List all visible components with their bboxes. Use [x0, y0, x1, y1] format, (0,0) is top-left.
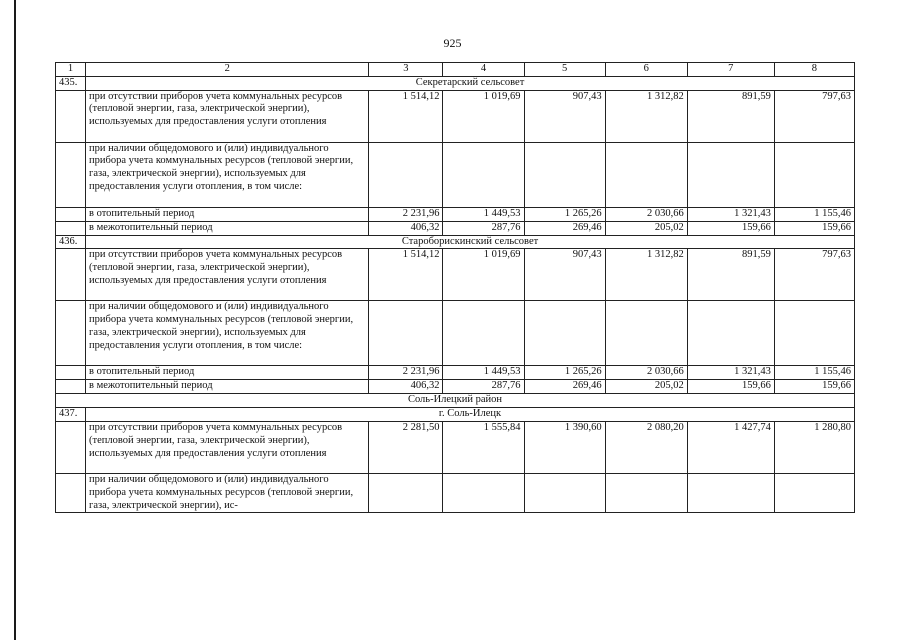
table-row [56, 249, 855, 301]
section-row [56, 408, 855, 422]
value-cell: 159,66 [774, 380, 854, 394]
district-row [56, 394, 855, 408]
section-row [56, 76, 855, 90]
section-title: Секретарский сельсовет [86, 76, 855, 90]
column-header: 7 [687, 63, 774, 77]
row-label: при отсутствии приборов учета коммунальных ресурсов (тепловой энергии, газа, электрической энергии), используемых для предоставления услуги отопления [86, 90, 369, 142]
value-cell: 1 390,60 [524, 421, 605, 473]
empty-cell [687, 301, 774, 366]
value-cell: 2 231,96 [369, 207, 443, 221]
column-header: 6 [605, 63, 687, 77]
value-cell: 287,76 [443, 380, 524, 394]
row-label: при наличии общедомового и (или) индивидуального прибора учета коммунальных ресурсов (тепловой энергии, газа, электрической энергии), ис- [86, 473, 369, 512]
column-header: 5 [524, 63, 605, 77]
row-label: в межотопительный период [86, 380, 369, 394]
value-cell: 1 321,43 [687, 207, 774, 221]
empty-cell [56, 380, 86, 394]
value-cell: 269,46 [524, 221, 605, 235]
empty-cell [443, 301, 524, 366]
row-label: при наличии общедомового и (или) индивидуального прибора учета коммунальных ресурсов (тепловой энергии, газа, электрической энергии), используемых для предоставления услуги отопления, в том числе: [86, 142, 369, 207]
binding-edge-line [14, 0, 16, 640]
value-cell: 1 449,53 [443, 207, 524, 221]
row-label: в межотопительный период [86, 221, 369, 235]
row-number: 436. [56, 235, 86, 249]
value-cell: 2 080,20 [605, 421, 687, 473]
value-cell: 1 312,82 [605, 249, 687, 301]
empty-cell [524, 301, 605, 366]
row-number: 437. [56, 408, 86, 422]
empty-cell [524, 142, 605, 207]
empty-cell [774, 301, 854, 366]
value-cell: 1 280,80 [774, 421, 854, 473]
value-cell: 891,59 [687, 90, 774, 142]
value-cell: 2 281,50 [369, 421, 443, 473]
empty-cell [56, 249, 86, 301]
value-cell: 1 514,12 [369, 90, 443, 142]
value-cell: 1 019,69 [443, 249, 524, 301]
empty-cell [605, 142, 687, 207]
column-header: 1 [56, 63, 86, 77]
empty-cell [56, 473, 86, 512]
empty-cell [369, 142, 443, 207]
value-cell: 797,63 [774, 249, 854, 301]
value-cell: 907,43 [524, 249, 605, 301]
table-row [56, 473, 855, 512]
district-title: Соль-Илецкий район [56, 394, 855, 408]
value-cell: 2 030,66 [605, 207, 687, 221]
column-header: 8 [774, 63, 854, 77]
value-cell: 205,02 [605, 221, 687, 235]
row-label: при отсутствии приборов учета коммунальных ресурсов (тепловой энергии, газа, электрической энергии), используемых для предоставления услуги отопления [86, 249, 369, 301]
value-cell: 797,63 [774, 90, 854, 142]
value-cell: 1 449,53 [443, 366, 524, 380]
row-label: при наличии общедомового и (или) индивидуального прибора учета коммунальных ресурсов (тепловой энергии, газа, электрической энергии), используемых для предоставления услуги отопления, в том числе: [86, 301, 369, 366]
empty-cell [56, 221, 86, 235]
value-cell: 269,46 [524, 380, 605, 394]
empty-cell [56, 421, 86, 473]
value-cell: 1 321,43 [687, 366, 774, 380]
empty-cell [443, 473, 524, 512]
section-row [56, 235, 855, 249]
section-title: г. Соль-Илецк [86, 408, 855, 422]
value-cell: 406,32 [369, 221, 443, 235]
row-label: в отопительный период [86, 207, 369, 221]
table-row [56, 90, 855, 142]
value-cell: 1 514,12 [369, 249, 443, 301]
value-cell: 1 155,46 [774, 366, 854, 380]
row-number: 435. [56, 76, 86, 90]
value-cell: 907,43 [524, 90, 605, 142]
column-header: 4 [443, 63, 524, 77]
value-cell: 891,59 [687, 249, 774, 301]
value-cell: 205,02 [605, 380, 687, 394]
value-cell: 406,32 [369, 380, 443, 394]
empty-cell [605, 301, 687, 366]
column-header: 2 [86, 63, 369, 77]
value-cell: 1 265,26 [524, 207, 605, 221]
empty-cell [369, 473, 443, 512]
table-row [56, 421, 855, 473]
table-row [56, 301, 855, 366]
row-label: в отопительный период [86, 366, 369, 380]
empty-cell [687, 142, 774, 207]
tariff-table [55, 62, 855, 513]
empty-cell [56, 207, 86, 221]
empty-cell [369, 301, 443, 366]
empty-cell [56, 90, 86, 142]
value-cell: 2 030,66 [605, 366, 687, 380]
table-row [56, 207, 855, 221]
empty-cell [56, 366, 86, 380]
column-header-row [56, 63, 855, 77]
empty-cell [56, 142, 86, 207]
page-number: 925 [443, 36, 462, 50]
value-cell: 287,76 [443, 221, 524, 235]
value-cell: 1 155,46 [774, 207, 854, 221]
table-row [56, 221, 855, 235]
row-label: при отсутствии приборов учета коммунальных ресурсов (тепловой энергии, газа, электрической энергии), используемых для предоставления услуги отопления [86, 421, 369, 473]
empty-cell [774, 142, 854, 207]
table-row [56, 380, 855, 394]
column-header: 3 [369, 63, 443, 77]
value-cell: 159,66 [774, 221, 854, 235]
value-cell: 159,66 [687, 221, 774, 235]
value-cell: 2 231,96 [369, 366, 443, 380]
empty-cell [605, 473, 687, 512]
value-cell: 1 427,74 [687, 421, 774, 473]
value-cell: 159,66 [687, 380, 774, 394]
value-cell: 1 019,69 [443, 90, 524, 142]
table-row [56, 142, 855, 207]
empty-cell [443, 142, 524, 207]
value-cell: 1 312,82 [605, 90, 687, 142]
empty-cell [56, 301, 86, 366]
value-cell: 1 555,84 [443, 421, 524, 473]
table-row [56, 366, 855, 380]
value-cell: 1 265,26 [524, 366, 605, 380]
empty-cell [524, 473, 605, 512]
empty-cell [687, 473, 774, 512]
section-title: Староборискинский сельсовет [86, 235, 855, 249]
empty-cell [774, 473, 854, 512]
